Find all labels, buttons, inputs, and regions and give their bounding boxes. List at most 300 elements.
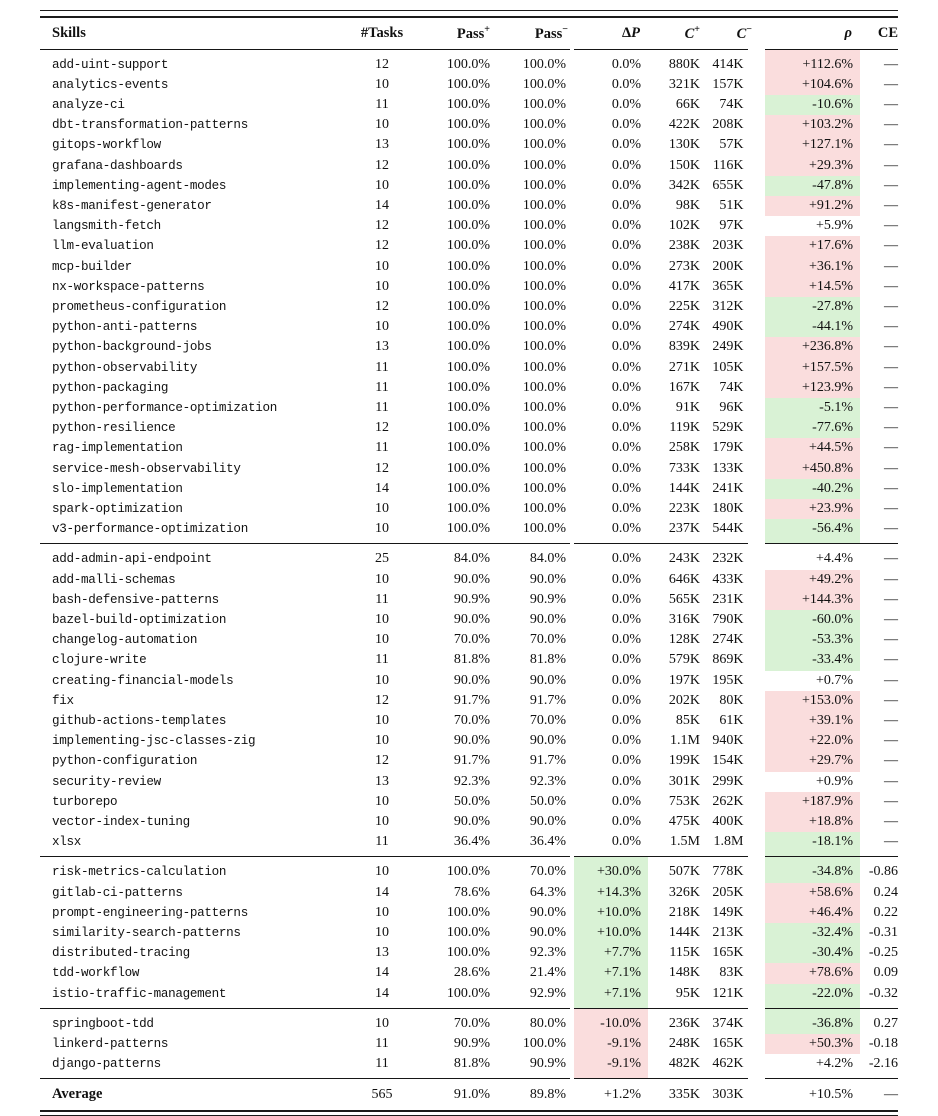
cell-tasks: 11 <box>375 652 389 668</box>
cell-pass-plus: 92.3% <box>453 773 490 789</box>
cell-ce: — <box>884 197 898 213</box>
cell-pass-plus: 100.0% <box>446 945 490 961</box>
cell-c-plus: 321K <box>668 76 700 92</box>
cell-pass-plus: 100.0% <box>446 177 490 193</box>
cell-ce: — <box>884 500 898 516</box>
cell-pass-minus: 100.0% <box>522 137 566 153</box>
table-row <box>40 135 898 155</box>
cell-tasks: 12 <box>375 692 389 708</box>
cell-pass-minus: 100.0% <box>522 298 566 314</box>
cell-c-plus: 128K <box>668 632 700 648</box>
table-row <box>40 398 898 418</box>
cell-skill: python-background-jobs <box>52 340 212 355</box>
cell-skill: fix <box>52 693 74 708</box>
cell-ce: — <box>884 379 898 395</box>
cell-pass-plus: 70.0% <box>453 632 490 648</box>
table-row <box>40 1008 898 1034</box>
table-row <box>40 711 898 731</box>
cell-tasks: 10 <box>375 611 389 627</box>
col-header-c-plus: C+ <box>684 23 700 42</box>
cell-pass-minus: 100.0% <box>522 197 566 213</box>
cell-ce: — <box>884 319 898 335</box>
cell-tasks: 12 <box>375 238 389 254</box>
cell-c-minus: 96K <box>719 399 744 415</box>
table-row <box>40 544 898 570</box>
cell-delta-p: 0.0% <box>572 544 648 570</box>
table-row <box>40 923 898 943</box>
cell-skill: service-mesh-observability <box>52 461 241 476</box>
cell-ce: — <box>884 611 898 627</box>
cell-pass-plus: 100.0% <box>446 117 490 133</box>
cell-delta-p: 0.0% <box>572 459 648 479</box>
cell-delta-p: 0.0% <box>572 398 648 418</box>
table-row <box>40 479 898 499</box>
cell-pass-plus: 70.0% <box>453 713 490 728</box>
cell-tasks: 14 <box>375 480 389 496</box>
cell-tasks: 10 <box>375 864 389 880</box>
cell-c-minus: 790K <box>712 611 744 627</box>
cell-delta-p: 0.0% <box>572 115 648 135</box>
cell-rho: +36.1% <box>756 257 860 277</box>
cell-rho: -30.4% <box>756 943 860 963</box>
cell-tasks: 11 <box>375 1036 389 1052</box>
cell-delta-p: 0.0% <box>572 196 648 216</box>
cell-tasks: 10 <box>375 278 389 294</box>
cell-delta-p: 0.0% <box>572 711 648 731</box>
cell-delta-p: -9.1% <box>572 1054 648 1079</box>
cell-c-minus: 462K <box>712 1056 744 1072</box>
cell-tasks: 10 <box>375 177 389 193</box>
cell-rho: +14.5% <box>756 277 860 297</box>
cell-rho: -53.3% <box>756 630 860 650</box>
cell-skill: rag-implementation <box>52 441 183 456</box>
cell-c-minus: 400K <box>712 814 744 830</box>
cell-tasks: 12 <box>375 157 389 173</box>
cell-rho: +5.9% <box>756 216 860 236</box>
cell-ce: — <box>884 399 898 415</box>
cell-tasks: 14 <box>375 884 389 900</box>
cell-pass-minus: 91.7% <box>529 753 566 769</box>
cell-pass-plus: 100.0% <box>446 76 490 92</box>
cell-tasks: 11 <box>375 591 389 607</box>
cell-c-minus: 154K <box>712 753 744 769</box>
header-row <box>40 18 898 49</box>
cell-delta-p: 0.0% <box>572 590 648 610</box>
cell-c-plus: 144K <box>668 925 700 941</box>
cell-ce: — <box>884 298 898 314</box>
cell-rho: +91.2% <box>756 196 860 216</box>
cell-tasks: 10 <box>375 258 389 274</box>
table-header <box>40 18 898 49</box>
cell-c-plus: 150K <box>668 157 700 173</box>
table-row <box>40 903 898 923</box>
cell-pass-plus: 100.0% <box>446 157 490 173</box>
cell-ce: 0.27 <box>873 1015 898 1031</box>
cell-rho: -77.6% <box>756 418 860 438</box>
col-header-tasks <box>340 18 424 49</box>
cell-ce: — <box>884 521 898 537</box>
cell-delta-p: 0.0% <box>572 570 648 590</box>
table-row <box>40 519 898 544</box>
cell-pass-minus: 92.3% <box>529 773 566 789</box>
cell-ce: — <box>884 753 898 769</box>
cell-rho: -22.0% <box>756 984 860 1009</box>
cell-c-minus: 374K <box>712 1015 744 1031</box>
cell-rho: +0.9% <box>756 772 860 792</box>
cell-pass-minus: 89.8% <box>529 1087 566 1103</box>
cell-pass-minus: 100.0% <box>522 278 566 294</box>
cell-pass-minus: 84.0% <box>529 551 566 567</box>
cell-ce: — <box>884 632 898 648</box>
cell-pass-plus: 90.9% <box>453 591 490 607</box>
table-row <box>40 156 898 176</box>
cell-delta-p: 0.0% <box>572 95 648 115</box>
cell-rho: +22.0% <box>756 731 860 751</box>
cell-skill: k8s-manifest-generator <box>52 198 212 213</box>
table-row <box>40 832 898 857</box>
cell-delta-p: 0.0% <box>572 156 648 176</box>
cell-delta-p: 0.0% <box>572 358 648 378</box>
col-header-pass-minus: Pass− <box>534 23 568 42</box>
cell-pass-plus: 84.0% <box>453 551 490 567</box>
cell-c-minus: 180K <box>712 500 744 516</box>
cell-rho: +23.9% <box>756 499 860 519</box>
cell-c-minus: 232K <box>712 551 744 567</box>
cell-ce: — <box>884 76 898 92</box>
cell-pass-plus: 100.0% <box>446 480 490 496</box>
cell-tasks: 11 <box>375 359 389 375</box>
cell-rho: -10.6% <box>756 95 860 115</box>
cell-tasks: 14 <box>375 197 389 213</box>
cell-pass-plus: 90.9% <box>453 1036 490 1052</box>
cell-pass-plus: 91.7% <box>453 753 490 769</box>
cell-rho: -27.8% <box>756 297 860 317</box>
cell-ce: — <box>884 793 898 809</box>
cell-ce: — <box>884 157 898 173</box>
cell-pass-plus: 90.0% <box>453 733 490 749</box>
table-row <box>40 317 898 337</box>
cell-rho: +29.3% <box>756 156 860 176</box>
cell-c-plus: 646K <box>668 571 700 587</box>
cell-ce: -2.16 <box>868 1056 898 1072</box>
cell-pass-minus: 100.0% <box>522 258 566 274</box>
cell-rho: +46.4% <box>756 903 860 923</box>
cell-pass-plus: 28.6% <box>453 965 490 981</box>
cell-pass-minus: 90.0% <box>529 611 566 627</box>
cell-rho: +4.2% <box>756 1054 860 1079</box>
cell-ce: — <box>884 96 898 112</box>
cell-skill: add-malli-schemas <box>52 572 176 587</box>
cell-rho: +236.8% <box>756 337 860 357</box>
cell-pass-plus: 100.0% <box>446 238 490 254</box>
cell-delta-p: 0.0% <box>572 671 648 691</box>
cell-c-plus: 565K <box>668 591 700 607</box>
cell-pass-minus: 80.0% <box>529 1015 566 1031</box>
cell-pass-plus: 100.0% <box>446 258 490 274</box>
cell-delta-p: +7.7% <box>572 943 648 963</box>
cell-ce: — <box>884 56 898 72</box>
table-row <box>40 176 898 196</box>
table-row <box>40 610 898 630</box>
cell-delta-p: 0.0% <box>572 832 648 857</box>
table-row <box>40 499 898 519</box>
cell-delta-p: 0.0% <box>572 317 648 337</box>
cell-rho: +144.3% <box>756 590 860 610</box>
cell-pass-plus: 100.0% <box>446 298 490 314</box>
cell-ce: 0.24 <box>873 884 898 900</box>
cell-c-plus: 130K <box>668 137 700 153</box>
cell-delta-p: +7.1% <box>572 963 648 983</box>
cell-c-minus: 105K <box>712 359 744 375</box>
cell-c-plus: 326K <box>668 884 700 900</box>
table-row <box>40 731 898 751</box>
cell-pass-minus: 90.0% <box>529 733 566 749</box>
cell-pass-minus: 92.3% <box>529 945 566 961</box>
cell-c-plus: 579K <box>668 652 700 668</box>
cell-c-minus: 778K <box>712 864 744 880</box>
cell-delta-p: +30.0% <box>572 857 648 883</box>
cell-skill: prometheus-configuration <box>52 299 227 314</box>
table-row <box>40 75 898 95</box>
table-row <box>40 1079 898 1110</box>
cell-delta-p: 0.0% <box>572 792 648 812</box>
cell-pass-minus: 21.4% <box>529 965 566 981</box>
cell-delta-p: 0.0% <box>572 610 648 630</box>
cell-c-plus: 417K <box>668 278 700 294</box>
cell-c-minus: 116K <box>712 157 744 173</box>
cell-skill: mcp-builder <box>52 259 132 274</box>
table-row <box>40 857 898 883</box>
table-row <box>40 196 898 216</box>
cell-pass-minus: 92.9% <box>529 985 566 1001</box>
cell-delta-p: 0.0% <box>572 650 648 670</box>
cell-pass-minus: 64.3% <box>529 884 566 900</box>
cell-tasks: 13 <box>375 773 389 789</box>
cell-ce: — <box>884 480 898 496</box>
cell-pass-minus: 100.0% <box>522 359 566 375</box>
cell-ce: — <box>884 652 898 668</box>
cell-delta-p: 0.0% <box>572 499 648 519</box>
cell-pass-plus: 100.0% <box>446 319 490 335</box>
cell-tasks: 12 <box>375 420 389 436</box>
cell-pass-minus: 100.0% <box>522 460 566 476</box>
cell-c-plus: 218K <box>668 904 700 920</box>
cell-rho: +10.5% <box>756 1079 860 1110</box>
cell-rho: +103.2% <box>756 115 860 135</box>
cell-delta-p: +14.3% <box>572 883 648 903</box>
cell-skill: springboot-tdd <box>52 1016 154 1031</box>
cell-ce: — <box>884 420 898 436</box>
cell-pass-plus: 100.0% <box>446 985 490 1001</box>
cell-c-minus: 274K <box>712 632 744 648</box>
cell-rho: +78.6% <box>756 963 860 983</box>
cell-rho: -44.1% <box>756 317 860 337</box>
cell-c-minus: 414K <box>712 56 744 72</box>
cell-tasks: 12 <box>375 753 389 769</box>
cell-tasks: 14 <box>375 965 389 981</box>
cell-c-minus: 231K <box>712 591 744 607</box>
cell-c-plus: 248K <box>668 1036 700 1052</box>
cell-c-plus: 273K <box>668 258 700 274</box>
cell-rho: +44.5% <box>756 438 860 458</box>
col-header-pass-plus: Pass+ <box>456 23 490 42</box>
table-row <box>40 438 898 458</box>
cell-pass-plus: 100.0% <box>446 137 490 153</box>
cell-pass-plus: 100.0% <box>446 379 490 395</box>
tasks-header-label: #Tasks <box>360 24 404 41</box>
cell-c-minus: 241K <box>712 480 744 496</box>
cell-pass-minus: 100.0% <box>522 1036 566 1052</box>
cell-rho: -33.4% <box>756 650 860 670</box>
cell-pass-plus: 100.0% <box>446 96 490 112</box>
table-section-4 <box>40 1008 898 1079</box>
cell-skill: python-packaging <box>52 380 169 395</box>
cell-skill: spark-optimization <box>52 501 183 516</box>
cell-delta-p: +1.2% <box>572 1079 648 1110</box>
cell-skill: Average <box>52 1086 103 1103</box>
cell-tasks: 10 <box>375 1015 389 1031</box>
cell-ce: — <box>884 1087 898 1103</box>
cell-c-plus: 301K <box>668 773 700 789</box>
skills-header-label: Skills <box>52 24 86 41</box>
cell-pass-plus: 100.0% <box>446 440 490 456</box>
cell-c-plus: 475K <box>668 814 700 830</box>
cell-c-plus: 115K <box>669 945 700 961</box>
cell-pass-minus: 100.0% <box>522 218 566 234</box>
cell-delta-p: 0.0% <box>572 479 648 499</box>
cell-ce: — <box>884 278 898 294</box>
cell-pass-minus: 36.4% <box>529 834 566 850</box>
cell-pass-plus: 100.0% <box>446 904 490 920</box>
cell-tasks: 10 <box>375 76 389 92</box>
cell-tasks: 11 <box>375 96 389 112</box>
cell-pass-minus: 81.8% <box>529 652 566 668</box>
cell-c-plus: 238K <box>668 238 700 254</box>
cell-c-minus: 433K <box>712 571 744 587</box>
cell-c-minus: 74K <box>719 379 744 395</box>
table-row <box>40 459 898 479</box>
cell-c-plus: 102K <box>668 218 700 234</box>
cell-tasks: 13 <box>375 137 389 153</box>
cell-c-plus: 223K <box>668 500 700 516</box>
cell-tasks: 11 <box>375 379 389 395</box>
cell-c-plus: 202K <box>668 692 700 708</box>
cell-pass-plus: 100.0% <box>446 278 490 294</box>
cell-c-minus: 544K <box>712 521 744 537</box>
table-row <box>40 570 898 590</box>
cell-delta-p: 0.0% <box>572 418 648 438</box>
cell-skill: nx-workspace-patterns <box>52 279 205 294</box>
cell-ce: — <box>884 359 898 375</box>
cell-rho: -34.8% <box>756 857 860 883</box>
cell-skill: gitops-workflow <box>52 138 161 153</box>
cell-c-plus: 237K <box>668 521 700 537</box>
cell-ce: — <box>884 733 898 749</box>
cell-rho: +123.9% <box>756 378 860 398</box>
table-row <box>40 277 898 297</box>
cell-pass-plus: 70.0% <box>453 1015 490 1031</box>
cell-ce: — <box>884 218 898 234</box>
cell-c-plus: 236K <box>668 1015 700 1031</box>
cell-tasks: 13 <box>375 945 389 961</box>
cell-ce: — <box>884 773 898 789</box>
cell-rho: +4.4% <box>756 544 860 570</box>
cell-c-minus: 940K <box>712 733 744 749</box>
cell-tasks: 11 <box>375 1056 389 1072</box>
cell-pass-plus: 100.0% <box>446 339 490 355</box>
cell-tasks: 10 <box>375 713 389 728</box>
cell-c-minus: 303K <box>712 1087 744 1103</box>
cell-skill: security-review <box>52 774 161 789</box>
cell-tasks: 10 <box>375 904 389 920</box>
cell-skill: distributed-tracing <box>52 946 190 961</box>
table-row <box>40 630 898 650</box>
cell-skill: python-observability <box>52 360 198 375</box>
cell-delta-p: 0.0% <box>572 378 648 398</box>
cell-delta-p: 0.0% <box>572 812 648 832</box>
cell-tasks: 12 <box>375 218 389 234</box>
cell-c-minus: 165K <box>712 1036 744 1052</box>
cell-rho: +157.5% <box>756 358 860 378</box>
cell-skill: bash-defensive-patterns <box>52 592 219 607</box>
cell-c-plus: 733K <box>668 460 700 476</box>
cell-c-plus: 95K <box>675 985 700 1001</box>
cell-pass-minus: 100.0% <box>522 56 566 72</box>
table-row <box>40 883 898 903</box>
table-row <box>40 297 898 317</box>
cell-ce: — <box>884 440 898 456</box>
cell-c-minus: 208K <box>712 117 744 133</box>
cell-c-minus: 200K <box>712 258 744 274</box>
cell-tasks: 10 <box>375 521 389 537</box>
cell-pass-plus: 100.0% <box>446 197 490 213</box>
cell-c-plus: 316K <box>668 611 700 627</box>
cell-c-plus: 144K <box>668 480 700 496</box>
cell-c-plus: 753K <box>668 793 700 809</box>
cell-skill: risk-metrics-calculation <box>52 865 227 880</box>
cell-c-minus: 365K <box>712 278 744 294</box>
cell-rho: -47.8% <box>756 176 860 196</box>
cell-rho: +187.9% <box>756 792 860 812</box>
cell-c-plus: 119K <box>669 420 700 436</box>
table-row <box>40 671 898 691</box>
cell-rho: +104.6% <box>756 75 860 95</box>
cell-c-plus: 225K <box>668 298 700 314</box>
cell-c-minus: 249K <box>712 339 744 355</box>
cell-delta-p: 0.0% <box>572 49 648 75</box>
cell-pass-minus: 100.0% <box>522 521 566 537</box>
cell-skill: python-resilience <box>52 421 176 436</box>
cell-pass-plus: 100.0% <box>446 420 490 436</box>
cell-tasks: 14 <box>375 985 389 1001</box>
cell-pass-plus: 91.0% <box>453 1087 490 1103</box>
cell-delta-p: 0.0% <box>572 337 648 357</box>
table-row <box>40 418 898 438</box>
cell-skill: implementing-jsc-classes-zig <box>52 734 256 749</box>
cell-skill: analytics-events <box>52 77 169 92</box>
cell-ce: 0.09 <box>873 965 898 981</box>
cell-pass-plus: 100.0% <box>446 359 490 375</box>
cell-c-plus: 98K <box>675 197 700 213</box>
cell-delta-p: 0.0% <box>572 772 648 792</box>
cell-delta-p: 0.0% <box>572 691 648 711</box>
cell-tasks: 12 <box>375 298 389 314</box>
table-row <box>40 49 898 75</box>
cell-delta-p: 0.0% <box>572 297 648 317</box>
cell-c-plus: 258K <box>668 440 700 456</box>
cell-ce: — <box>884 713 898 728</box>
cell-skill: gitlab-ci-patterns <box>52 885 183 900</box>
